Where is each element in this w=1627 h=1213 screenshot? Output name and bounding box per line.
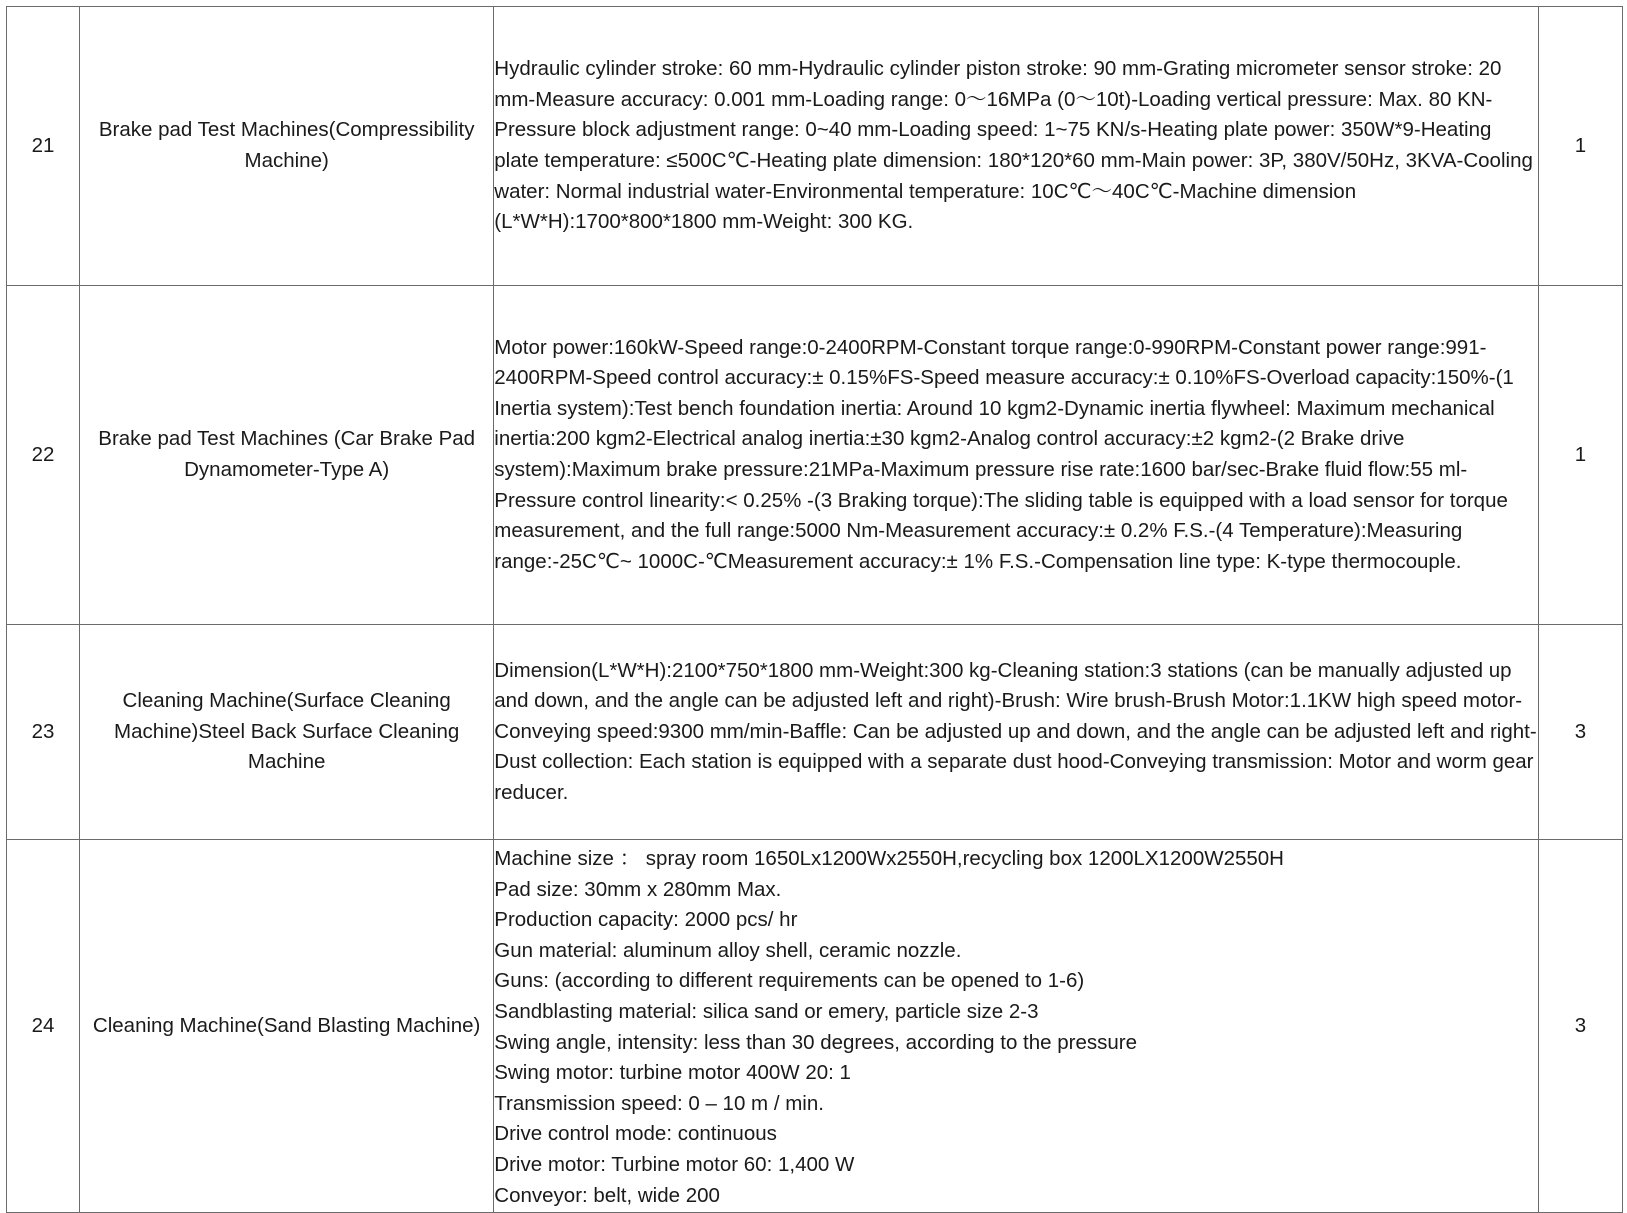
- equipment-specification: Hydraulic cylinder stroke: 60 mm-Hydraulic cylinder piston stroke: 90 mm-Grating micrometer sensor stroke: 20 mm-Measure accuracy: 0.001 mm-Loading range: 0～16MPa (0～10t)-Loading vertical pressure: Max. 80 KN-Pressure block adjustment range: 0~40 mm-Loading speed: 1~75 KN/s-Heating plate power: 350W*9-Heating plate temperature: ≤500C℃-Heating plate dimension: 180*120*60 mm-Main power: 3P, 380V/50Hz, 3KVA-Cooling water: Normal industrial water-Environmental temperature: 10C℃～40C℃-Machine dimension (L*W*H):1700*800*1800 mm-Weight: 300 KG.: [494, 7, 1539, 286]
- equipment-table: [6, 6, 1623, 1213]
- item-number: 21: [7, 7, 80, 286]
- quantity: 3: [1538, 840, 1622, 1213]
- quantity: 1: [1538, 7, 1622, 286]
- spec-line: Swing motor: turbine motor 400W 20: 1: [494, 1061, 851, 1085]
- spec-line: Pad size: 30mm x 280mm Max.: [494, 877, 782, 901]
- spec-line: Conveyor: belt, wide 200: [494, 1183, 720, 1207]
- spec-line: Sandblasting material: silica sand or emery, particle size 2-3: [494, 999, 1039, 1023]
- item-number: 24: [7, 840, 80, 1213]
- equipment-name: Cleaning Machine(Sand Blasting Machine): [80, 840, 494, 1213]
- equipment-specification: [494, 840, 1539, 1213]
- table-row: [7, 7, 1623, 286]
- table-row: [7, 840, 1623, 1213]
- spec-line: Swing angle, intensity: less than 30 degrees, according to the pressure: [494, 1030, 1137, 1054]
- item-number: 22: [7, 286, 80, 625]
- spec-line: Drive control mode: continuous: [494, 1122, 777, 1146]
- spec-line: Machine size ： spray room 1650Lx1200Wx2550H,recycling box 1200LX1200W2550H: [494, 847, 1284, 870]
- quantity: 1: [1538, 286, 1622, 625]
- spec-line: Drive motor: Turbine motor 60: 1,400 W: [494, 1152, 855, 1176]
- table-row: [7, 286, 1623, 625]
- spec-line: Gun material: aluminum alloy shell, ceramic nozzle.: [494, 938, 962, 962]
- equipment-name: Brake pad Test Machines(Compressibility Machine): [80, 7, 494, 286]
- item-number: 23: [7, 625, 80, 840]
- spec-line: Guns: (according to different requirements can be opened to 1-6): [494, 969, 1085, 993]
- spec-line: Transmission speed: 0 – 10 m / min.: [494, 1091, 824, 1115]
- equipment-name: Cleaning Machine(Surface Cleaning Machine)Steel Back Surface Cleaning Machine: [80, 625, 494, 840]
- quantity: 3: [1538, 625, 1622, 840]
- equipment-name: Brake pad Test Machines (Car Brake Pad Dynamometer-Type A): [80, 286, 494, 625]
- equipment-specification: Dimension(L*W*H):2100*750*1800 mm-Weight:300 kg-Cleaning station:3 stations (can be manually adjusted up and down, and the angle can be adjusted left and right)-Brush: Wire brush-Brush Motor:1.1KW high speed motor-Conveying speed:9300 mm/min-Baffle: Can be adjusted up and down, and the angle can be adjusted left and right-Dust collection: Each station is equipped with a separate dust hood-Conveying transmission: Motor and worm gear reducer.: [494, 625, 1539, 840]
- table-row: [7, 625, 1623, 840]
- spec-line: Production capacity: 2000 pcs/ hr: [494, 908, 798, 932]
- equipment-specification: Motor power:160kW-Speed range:0-2400RPM-Constant torque range:0-990RPM-Constant power range:991-2400RPM-Speed control accuracy:± 0.15%FS-Speed measure accuracy:± 0.10%FS-Overload capacity:150%-(1 Inertia system):Test bench foundation inertia: Around 10 kgm2-Dynamic inertia flywheel: Maximum mechanical inertia:200 kgm2-Electrical analog inertia:±30 kgm2-Analog control accuracy:±2 kgm2-(2 Brake drive system):Maximum brake pressure:21MPa-Maximum pressure rise rate:1600 bar/sec-Brake fluid flow:55 ml-Pressure control linearity:< 0.25% -(3 Braking torque):The sliding table is equipped with a load sensor for torque measurement, and the full range:5000 Nm-Measurement accuracy:± 0.2% F.S.-(4 Temperature):Measuring range:-25C℃~ 1000C-℃Measurement accuracy:± 1% F.S.-Compensation line type: K-type thermocouple.: [494, 286, 1539, 625]
